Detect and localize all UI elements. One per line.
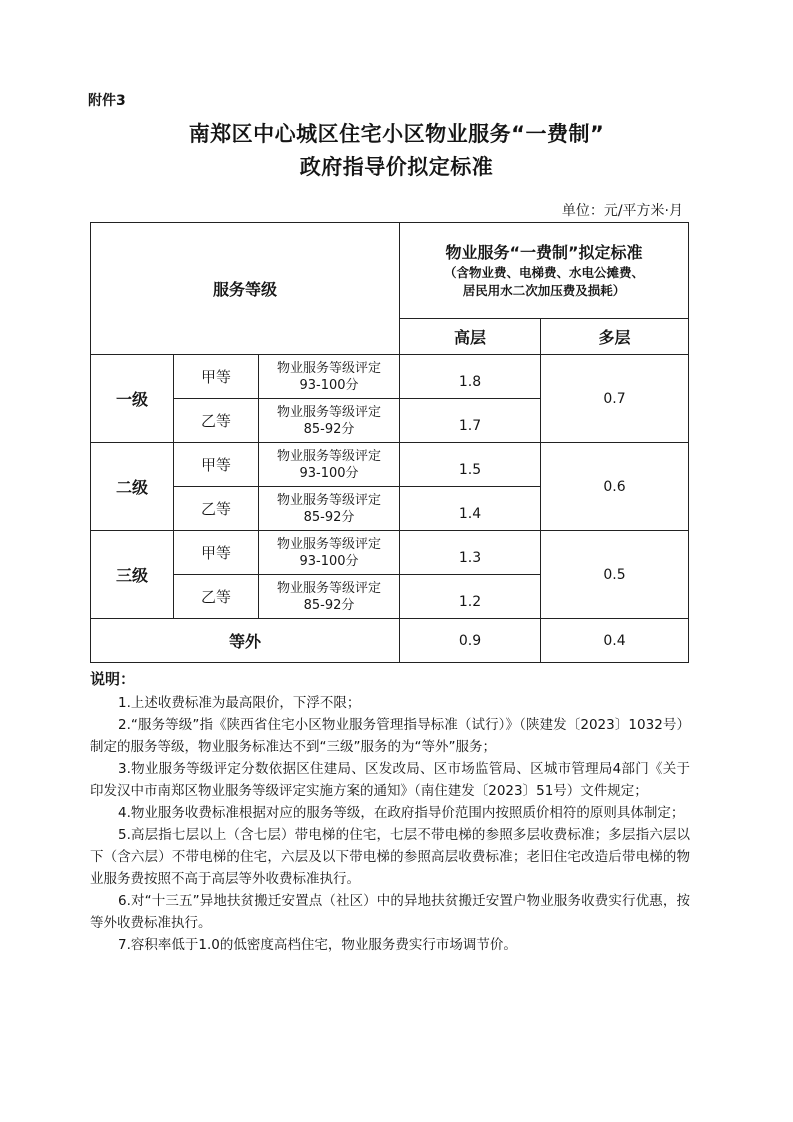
notes-section — [90, 668, 690, 956]
note-item: 6.对“十三五”异地扶贫搬迁安置点（社区）中的异地扶贫搬迁安置户物业服务收费实行优惠，按等外收费标准执行。 — [90, 893, 690, 931]
unit-label: 单位：元/平方米·月 — [561, 203, 683, 219]
level-name: 三级 — [91, 531, 174, 619]
high-rise-value-text: 1.7 — [458, 417, 482, 434]
grade-cell: 乙等 — [174, 575, 259, 619]
col-high-rise: 高层 — [400, 319, 541, 355]
score-line2: 85-92分 — [303, 421, 355, 437]
fee-standard-table — [90, 222, 689, 663]
standard-subtitle-2: 居民用水二次加压费及损耗） — [462, 282, 626, 298]
score-line1: 物业服务等级评定 — [276, 360, 381, 376]
table-row-outside — [91, 619, 689, 663]
high-rise-value — [400, 575, 541, 619]
document-title-line2: 政府指导价拟定标准 — [299, 155, 494, 179]
level-name: 二级 — [91, 443, 174, 531]
score-line1: 物业服务等级评定 — [276, 536, 381, 552]
score-cell — [259, 443, 400, 487]
table-row — [91, 443, 689, 487]
multi-storey-value: 0.5 — [541, 531, 689, 619]
grade-cell: 甲等 — [174, 531, 259, 575]
score-line2: 93-100分 — [299, 465, 359, 481]
service-level-header: 服务等级 — [91, 223, 400, 355]
attachment-label: 附件3 — [88, 93, 126, 109]
grade-cell: 乙等 — [174, 487, 259, 531]
table-row — [91, 355, 689, 399]
multi-storey-value: 0.7 — [541, 355, 689, 443]
high-rise-value-text: 1.2 — [458, 593, 482, 610]
high-rise-value-outside: 0.9 — [400, 619, 541, 663]
score-cell — [259, 487, 400, 531]
score-line1: 物业服务等级评定 — [276, 448, 381, 464]
standard-title: 物业服务“一费制”拟定标准 — [445, 242, 643, 262]
score-line2: 93-100分 — [299, 377, 359, 393]
note-item: 1.上述收费标准为最高限价，下浮不限； — [118, 695, 361, 711]
grade-cell: 甲等 — [174, 443, 259, 487]
high-rise-value-text: 1.8 — [458, 373, 482, 390]
note-item: 7.容积率低于1.0的低密度高档住宅，物业服务费实行市场调节价。 — [118, 937, 517, 953]
note-item: 4.物业服务收费标准根据对应的服务等级，在政府指导价范围内按照质价相符的原则具体制定； — [118, 805, 685, 821]
note-item: 2.“服务等级”指《陕西省住宅小区物业服务管理指导标准（试行）》（陕建发〔2023〕1032号）制定的服务等级，物业服务标准达不到“三级”服务的为“等外”服务； — [90, 717, 690, 755]
score-cell — [259, 355, 400, 399]
score-line2: 85-92分 — [303, 509, 355, 525]
high-rise-value — [400, 487, 541, 531]
multi-storey-value: 0.6 — [541, 443, 689, 531]
multi-storey-value-outside: 0.4 — [541, 619, 689, 663]
level-name: 一级 — [91, 355, 174, 443]
score-line1: 物业服务等级评定 — [276, 580, 381, 596]
high-rise-value — [400, 355, 541, 399]
table-row — [91, 531, 689, 575]
note-item: 5.高层指七层以上（含七层）带电梯的住宅，七层不带电梯的参照多层收费标准；多层指六层以下（含六层）不带电梯的住宅，六层及以下带电梯的参照高层收费标准；老旧住宅改造后带电梯的物业服务费按照不高于高层等外收费标准执行。 — [90, 827, 690, 887]
score-line1: 物业服务等级评定 — [276, 492, 381, 508]
high-rise-value-text: 1.4 — [458, 505, 482, 522]
high-rise-value — [400, 531, 541, 575]
col-multi-storey: 多层 — [541, 319, 689, 355]
document-title-line1: 南郑区中心城区住宅小区物业服务“一费制” — [188, 122, 605, 146]
grade-cell: 甲等 — [174, 355, 259, 399]
standard-header — [400, 223, 689, 319]
score-line1: 物业服务等级评定 — [276, 404, 381, 420]
score-line2: 85-92分 — [303, 597, 355, 613]
note-item: 3.物业服务等级评定分数依据区住建局、区发改局、区市场监管局、区城市管理局4部门《关于印发汉中市南郑区物业服务等级评定实施方案的通知》（南住建发〔2023〕51号）文件规定； — [90, 761, 690, 799]
notes-title: 说明： — [90, 670, 136, 688]
high-rise-value-text: 1.5 — [458, 461, 482, 478]
table-header-row — [91, 223, 689, 319]
grade-cell: 乙等 — [174, 399, 259, 443]
standard-subtitle-1: （含物业费、电梯费、水电公摊费、 — [444, 264, 645, 280]
score-cell — [259, 531, 400, 575]
high-rise-value — [400, 443, 541, 487]
high-rise-value — [400, 399, 541, 443]
score-cell — [259, 399, 400, 443]
level-name-outside: 等外 — [91, 619, 400, 663]
score-line2: 93-100分 — [299, 553, 359, 569]
score-cell — [259, 575, 400, 619]
high-rise-value-text: 1.3 — [458, 549, 482, 566]
